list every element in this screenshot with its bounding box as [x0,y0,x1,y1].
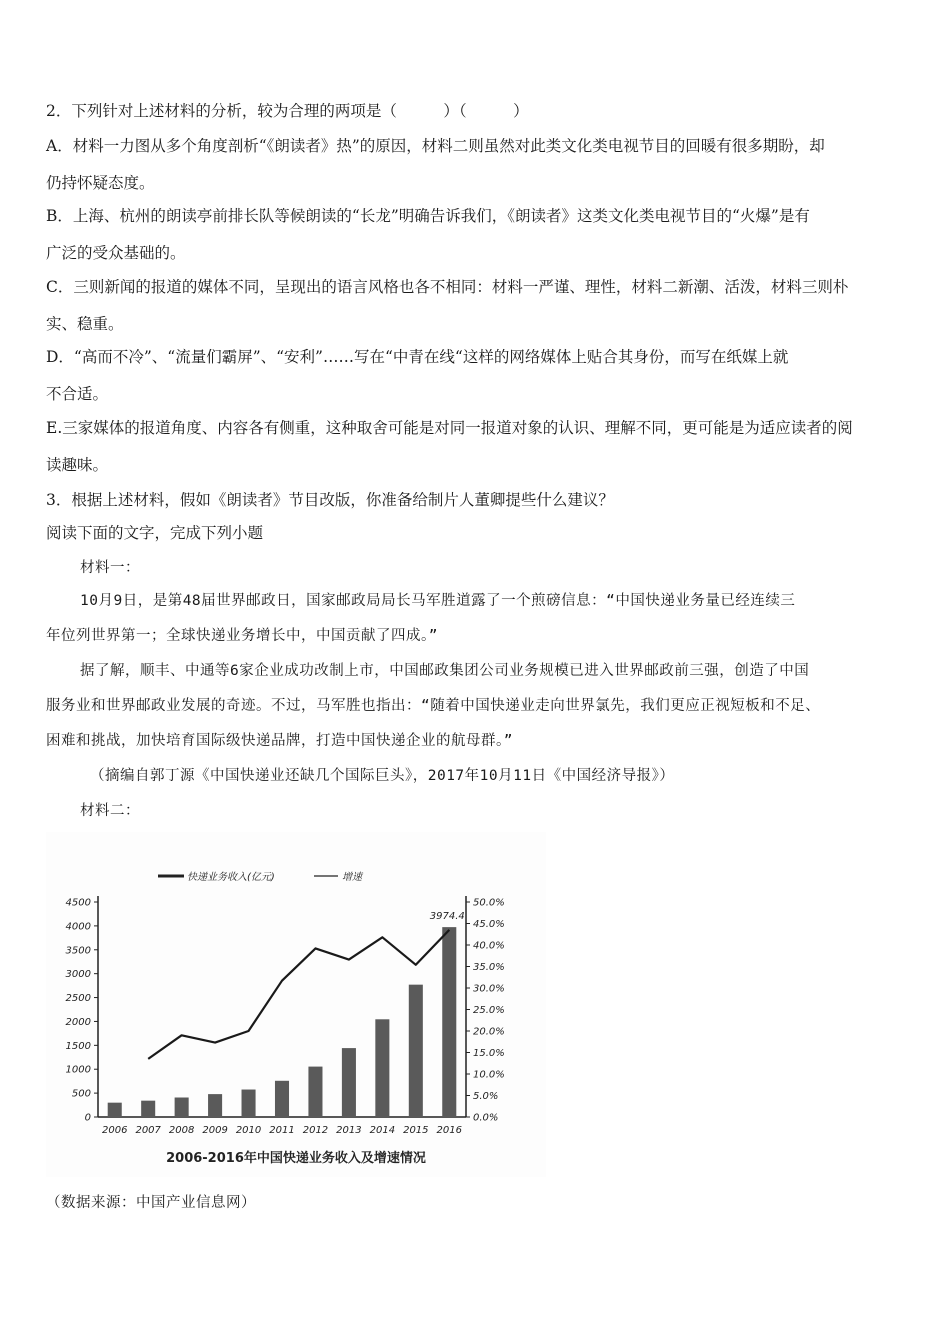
y-left-tick-label: 3500 [65,945,91,957]
y-left-tick-label: 4500 [65,897,91,909]
y-right-tick-label: 20.0% [473,1026,505,1038]
x-tick-label: 2009 [202,1125,228,1136]
express-revenue-chart [46,832,546,1177]
last-bar-annotation: 3974.4 [429,911,465,923]
q2-option-a-line1: A．材料一力图从多个角度剖析“《朗读者》热”的原因，材料二则虽然对此类文化类电视节目的回暖有很多期盼，却 [46,137,825,155]
q2-option-e-line2: 读趣味。 [46,456,109,474]
y-right-tick-label: 30.0% [473,983,505,995]
material-one-p2-line3: 困难和挑战，加快培育国际级快递品牌，打造中国快递企业的航母群。” [46,733,513,749]
q2-option-a-line2: 仍持怀疑态度。 [46,174,155,192]
chart-svg [46,832,546,1177]
growth-rate-line [148,930,449,1059]
x-tick-label: 2011 [269,1125,295,1136]
material-one-p1-line1: 10月9日，是第48届世界邮政日，国家邮政局局长马军胜道露了一个煎磅信息：“中国快递业务量已经连续三 [80,593,796,609]
revenue-bar [108,1103,122,1117]
y-right-tick-label: 25.0% [473,1005,505,1016]
material-one-p2-line2: 服务业和世界邮政业发展的奇迹。不过，马军胜也指出：“随着中国快递业走向世界氯先，我们更应正视短板和不足、 [46,698,821,714]
y-left-tick-label: 1500 [65,1040,91,1052]
x-tick-label: 2013 [336,1125,362,1136]
y-left-tick-label: 500 [71,1088,91,1100]
material-two-label: 材料二： [80,803,140,819]
material-one-p1-line2: 年位列世界第一；全球快递业务增长中，中国贡献了四成。” [46,628,438,644]
chart-source-note: （数据来源：中国产业信息网） [46,1195,256,1211]
x-tick-label: 2016 [436,1125,462,1136]
revenue-bar [442,927,456,1117]
y-left-tick-label: 4000 [65,921,91,933]
legend-label-revenue: 快递业务收入(亿元) [187,872,275,883]
x-tick-label: 2007 [135,1125,161,1136]
q2-option-b-line1: B．上海、杭州的朗读亭前排长队等候朗读的“长龙”明确告诉我们，《朗读者》这类文化类电视节目的“火爆”是有 [46,207,810,225]
revenue-bar [375,1019,389,1117]
y-left-tick-label: 3000 [65,969,91,981]
x-tick-label: 2014 [369,1125,396,1136]
x-tick-label: 2010 [235,1125,262,1136]
reading-intro: 阅读下面的文字，完成下列小题 [46,524,264,542]
material-one-source: （摘编自郭丁源《中国快递业还缺几个国际巨头》，2017年10月11日《中国经济导报》） [90,768,675,784]
q2-option-b-line2: 广泛的受众基础的。 [46,244,186,262]
y-left-tick-label: 1000 [65,1064,91,1076]
material-one-label: 材料一： [80,560,140,576]
x-tick-label: 2006 [102,1125,128,1136]
y-right-tick-label: 45.0% [473,919,505,930]
revenue-bar [342,1048,356,1117]
x-tick-label: 2015 [403,1125,429,1136]
q2-option-d-line2: 不合适。 [46,385,109,403]
revenue-bar [242,1090,256,1117]
q2-option-c-line1: C．三则新闻的报道的媒体不同，呈现出的语言风格也各不相同：材料一严谨、理性，材料二新潮、活泼，材料三则朴 [46,278,849,296]
revenue-bar [409,985,423,1117]
y-right-tick-label: 10.0% [473,1069,505,1081]
y-left-tick-label: 2000 [65,1016,91,1028]
y-right-tick-label: 50.0% [473,897,505,909]
x-tick-label: 2012 [302,1125,329,1136]
legend-label-rate: 增速 [342,872,362,883]
q3-stem: 3．根据上述材料，假如《朗读者》节目改版，你准备给制片人董卿提些什么建议？ [46,491,614,509]
chart-title: 2006-2016年中国快递业务收入及增速情况 [166,1151,426,1166]
q2-option-e-line1: E.三家媒体的报道角度、内容各有侧重，这种取舍可能是对同一报道对象的认识、理解不同，更可能是为适应读者的阅 [46,419,853,437]
y-right-tick-label: 15.0% [473,1048,505,1059]
y-right-tick-label: 40.0% [473,940,505,952]
y-right-tick-label: 0.0% [473,1112,499,1124]
q2-option-d-line1: D．“高而不冷”、“流量们霸屏”、“安利”……写在“中青在线“这样的网络媒体上贴合其身份，而写在纸媒上就 [46,348,789,366]
revenue-bar [208,1094,222,1117]
revenue-bar [141,1101,155,1117]
x-tick-label: 2008 [168,1125,195,1136]
y-right-tick-label: 35.0% [473,962,505,973]
material-one-p2-line1: 据了解，顺丰、中通等6家企业成功改制上市，中国邮政集团公司业务规模已进入世界邮政前三强，创造了中国 [80,663,810,679]
revenue-bar [275,1081,289,1117]
q2-option-c-line2: 实、稳重。 [46,315,124,333]
y-left-tick-label: 2500 [65,993,91,1005]
revenue-bar [175,1098,189,1117]
y-left-tick-label: 0 [84,1112,91,1124]
q2-stem: 2．下列针对上述材料的分析，较为合理的两项是（ ）（ ） [46,102,529,120]
revenue-bar [308,1067,322,1117]
y-right-tick-label: 5.0% [473,1091,499,1102]
